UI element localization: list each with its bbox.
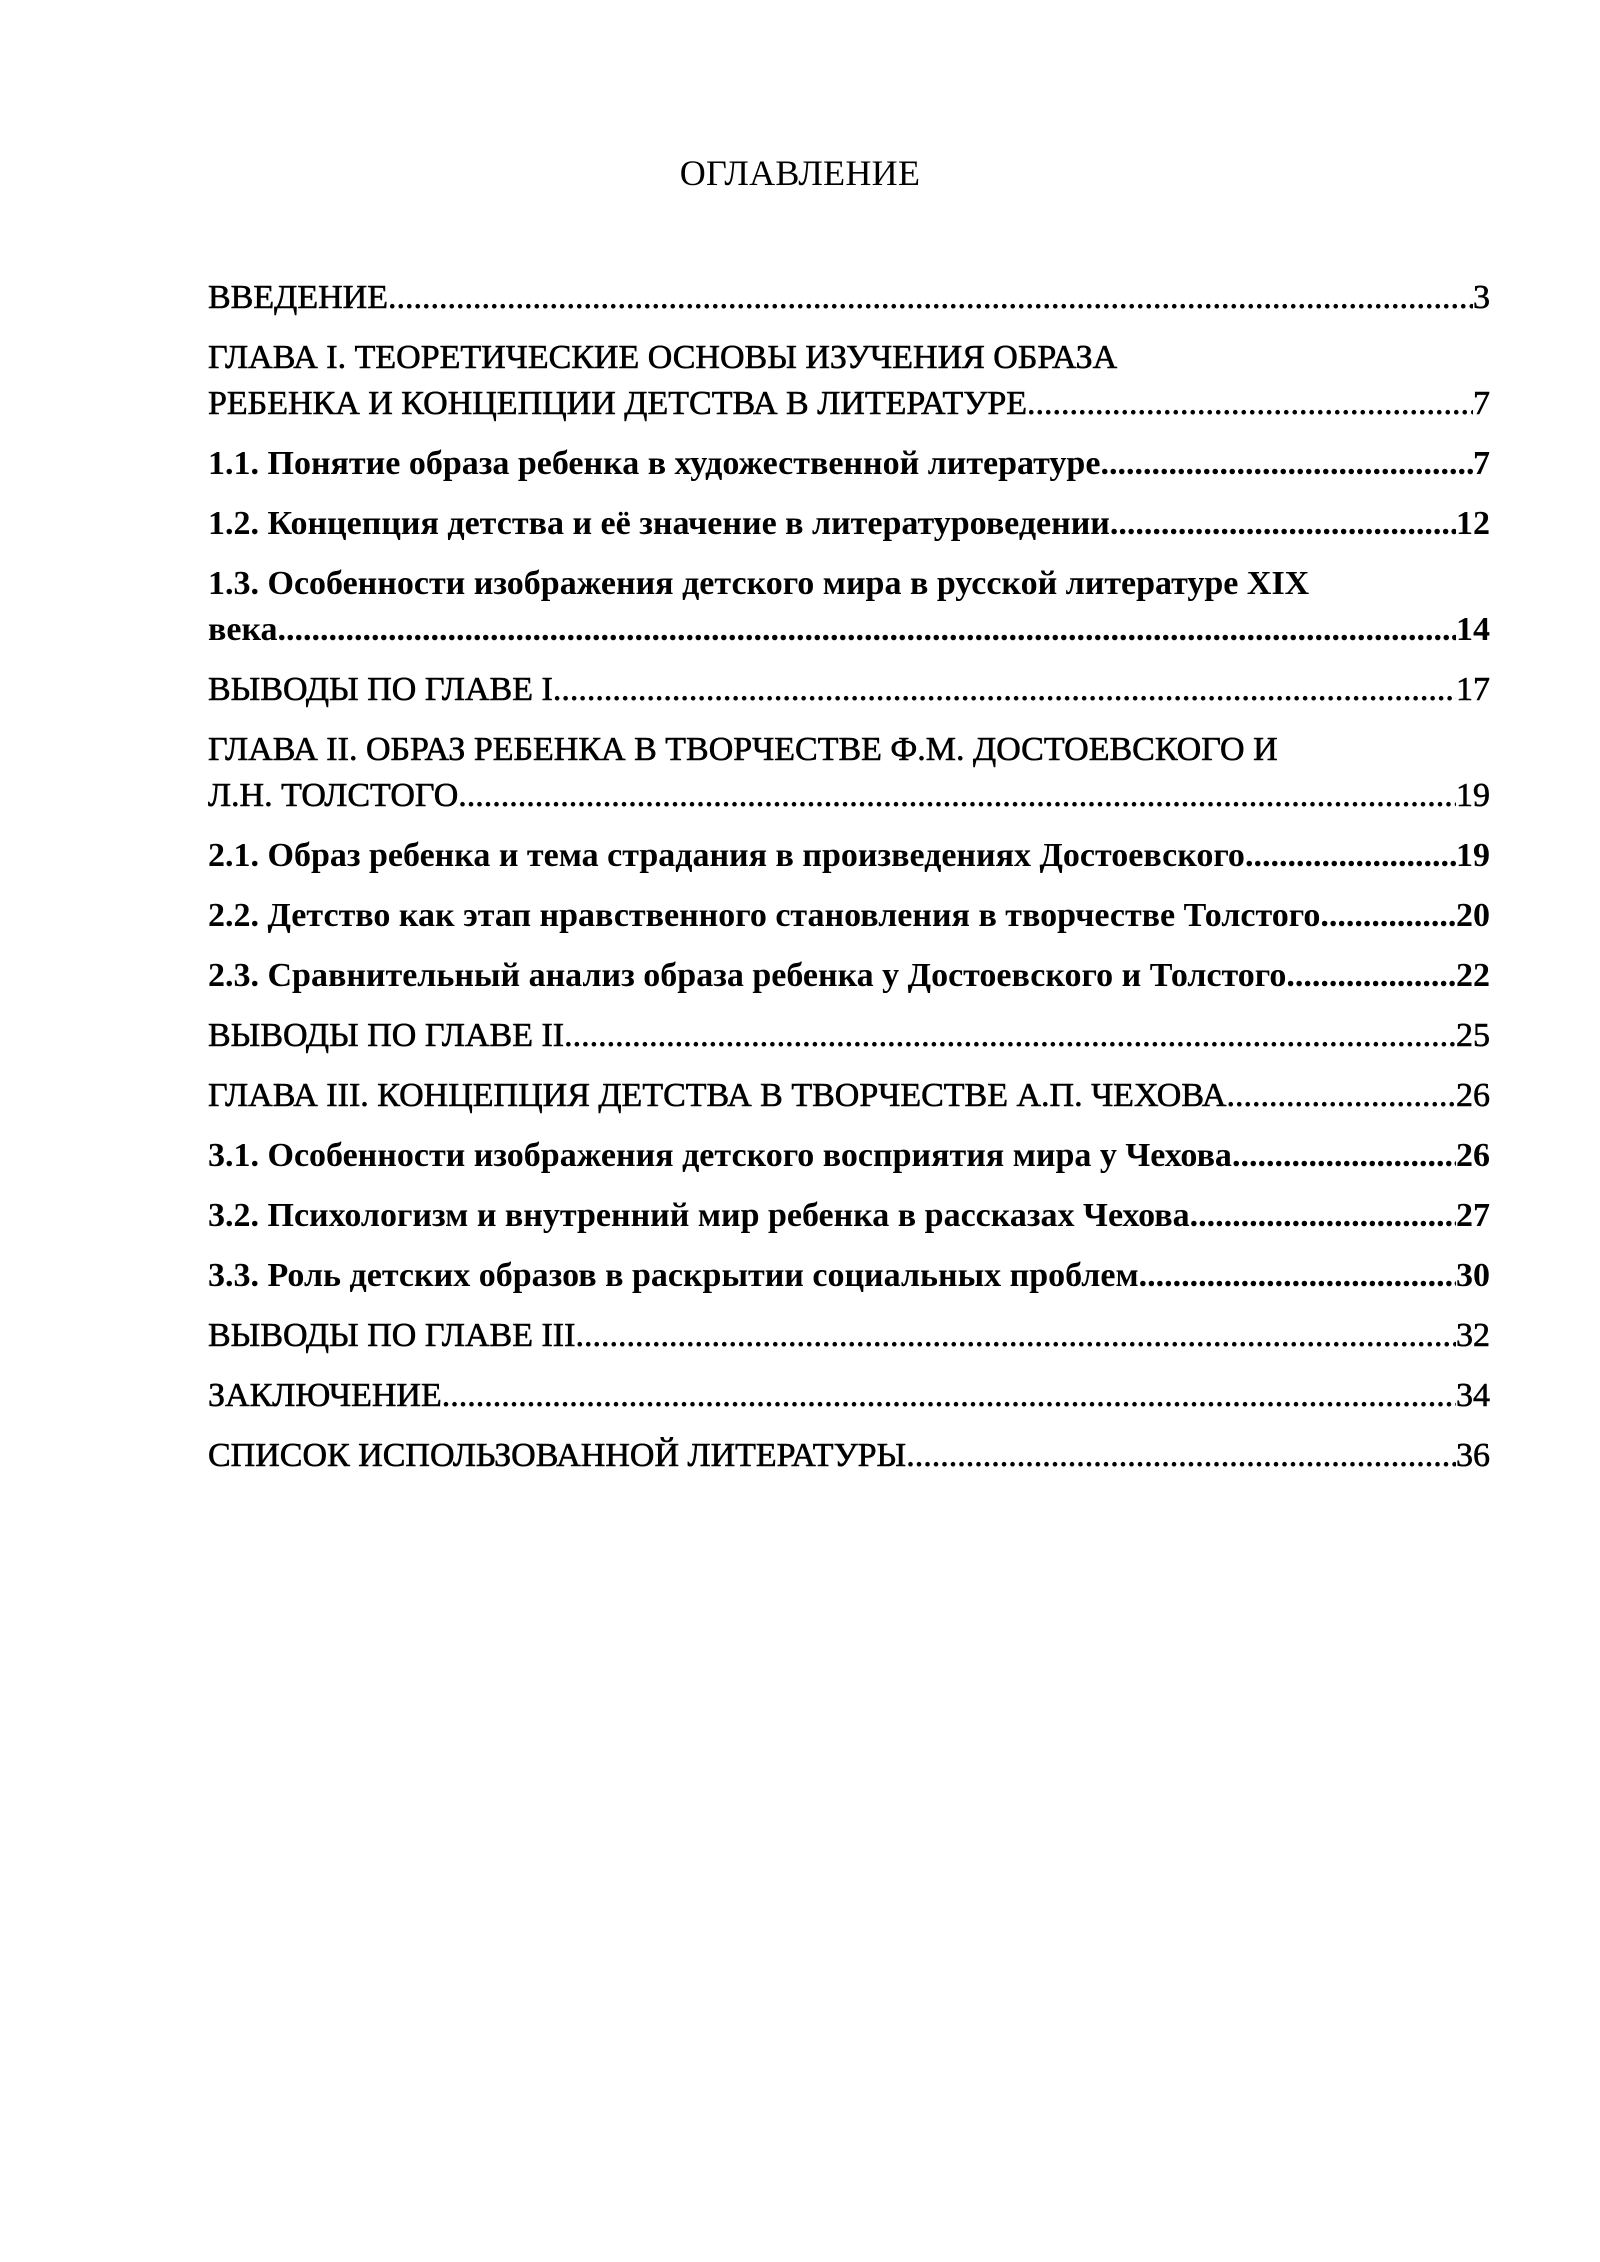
toc-entry-title: ВЫВОДЫ ПО ГЛАВЕ III	[208, 1317, 576, 1354]
dot-leader	[1286, 953, 1456, 999]
toc-entry-row	[208, 1313, 1490, 1359]
toc-entry[interactable]	[208, 727, 1490, 819]
dot-leader	[388, 275, 1473, 321]
toc-entry-title: СПИСОК ИСПОЛЬЗОВАННОЙ ЛИТЕРАТУРЫ	[208, 1437, 907, 1474]
dot-leader	[1226, 1073, 1456, 1119]
dot-leader	[1245, 833, 1456, 879]
toc-entry[interactable]	[208, 1073, 1490, 1119]
toc-page-number: 26	[1456, 1137, 1490, 1174]
dot-leader	[1232, 1133, 1456, 1179]
toc-page-number: 12	[1456, 505, 1490, 542]
dot-leader	[1027, 381, 1473, 427]
toc-entry[interactable]	[208, 1013, 1490, 1059]
toc-page-number: 22	[1456, 957, 1490, 994]
toc-entry[interactable]	[208, 1193, 1490, 1239]
toc-entry[interactable]	[208, 667, 1490, 713]
dot-leader	[278, 607, 1456, 653]
toc-heading: ОГЛАВЛЕНИЕ	[679, 153, 921, 193]
toc-page-number: 30	[1456, 1257, 1490, 1294]
toc-page-number: 7	[1473, 445, 1490, 482]
toc-entry-row	[208, 833, 1490, 879]
toc-entry-title: 2.3. Сравнительный анализ образа ребенка у Достоевского и Толстого	[208, 957, 1287, 994]
toc-entry-title: 3.3. Роль детских образов в раскрытии социальных проблем	[208, 1257, 1139, 1294]
toc-entry-row	[208, 1013, 1490, 1059]
toc-page-number: 36	[1456, 1437, 1490, 1474]
dot-leader	[906, 1433, 1456, 1479]
toc-entry-title: ЗАКЛЮЧЕНИЕ	[208, 1377, 442, 1414]
dot-leader	[1190, 1193, 1456, 1239]
toc-page-number: 3	[1473, 279, 1490, 316]
toc-entry-title: ВЫВОДЫ ПО ГЛАВЕ II	[208, 1017, 565, 1054]
toc-page-number: 19	[1456, 837, 1490, 874]
toc-entry-title: 2.1. Образ ребенка и тема страдания в произведениях Достоевского	[208, 837, 1245, 874]
toc-entry-title: века	[208, 611, 278, 648]
toc-entry-row	[208, 275, 1490, 321]
toc-entry[interactable]	[208, 1433, 1490, 1479]
toc-entry-row	[208, 1373, 1490, 1419]
toc-entry-title: 3.2. Психологизм и внутренний мир ребенка в рассказах Чехова	[208, 1197, 1190, 1234]
toc-entry-title-line: ГЛАВА I. ТЕОРЕТИЧЕСКИЕ ОСНОВЫ ИЗУЧЕНИЯ ОБРАЗА	[208, 339, 1118, 376]
toc-page-number: 20	[1456, 897, 1490, 934]
dot-leader	[442, 1373, 1456, 1419]
dot-leader	[553, 667, 1456, 713]
toc-page-number: 27	[1456, 1197, 1490, 1234]
toc-entry-title: 3.1. Особенности изображения детского восприятия мира у Чехова	[208, 1137, 1232, 1174]
toc-entry[interactable]	[208, 1313, 1490, 1359]
toc-entry-title-line: ГЛАВА II. ОБРАЗ РЕБЕНКА В ТВОРЧЕСТВЕ Ф.М. ДОСТОЕВСКОГО И	[208, 731, 1278, 768]
toc-entry-row	[208, 1193, 1490, 1239]
toc-entry-row	[208, 441, 1490, 487]
toc-entry-title: Л.Н. ТОЛСТОГО	[208, 777, 459, 814]
toc-entry[interactable]	[208, 1373, 1490, 1419]
toc-entry-row	[208, 1073, 1490, 1119]
toc-entry-title: ВЫВОДЫ ПО ГЛАВЕ I	[208, 671, 553, 708]
toc-page-number: 26	[1456, 1077, 1490, 1114]
toc-entry-row	[208, 1133, 1490, 1179]
toc-list	[208, 275, 1490, 1493]
toc-entry-row	[208, 953, 1490, 999]
toc-entry-title: ГЛАВА III. КОНЦЕПЦИЯ ДЕТСТВА В ТВОРЧЕСТВЕ А.П. ЧЕХОВА	[208, 1077, 1227, 1114]
toc-entry-title: 1.2. Концепция детства и её значение в литературоведении	[208, 505, 1110, 542]
toc-entry-row	[208, 1433, 1490, 1479]
toc-entry-row	[208, 667, 1490, 713]
dot-leader	[1139, 1253, 1456, 1299]
toc-entry-row	[208, 1253, 1490, 1299]
toc-entry-title: 1.1. Понятие образа ребенка в художественной литературе	[208, 445, 1101, 482]
toc-entry-row	[208, 607, 1490, 653]
dot-leader	[458, 773, 1456, 819]
toc-entry[interactable]	[208, 833, 1490, 879]
toc-page-number: 17	[1456, 671, 1490, 708]
toc-entry[interactable]	[208, 1253, 1490, 1299]
toc-entry-row	[208, 773, 1490, 819]
toc-entry-title: ВВЕДЕНИЕ	[208, 279, 388, 316]
toc-page-number: 32	[1456, 1317, 1490, 1354]
toc-page-number: 14	[1456, 611, 1490, 648]
dot-leader	[575, 1313, 1456, 1359]
toc-entry-row	[208, 501, 1490, 547]
toc-page-number: 25	[1456, 1017, 1490, 1054]
toc-entry[interactable]	[208, 275, 1490, 321]
toc-entry[interactable]	[208, 953, 1490, 999]
dot-leader	[1100, 441, 1473, 487]
toc-entry[interactable]	[208, 501, 1490, 547]
dot-leader	[564, 1013, 1456, 1059]
toc-entry[interactable]	[208, 1133, 1490, 1179]
toc-page-number: 19	[1456, 777, 1490, 814]
toc-page-number: 7	[1473, 385, 1490, 422]
toc-entry[interactable]	[208, 335, 1490, 427]
toc-entry-row	[208, 893, 1490, 939]
dot-leader	[1110, 501, 1456, 547]
toc-entry-row	[208, 381, 1490, 427]
toc-entry[interactable]	[208, 561, 1490, 653]
toc-entry-title: РЕБЕНКА И КОНЦЕПЦИИ ДЕТСТВА В ЛИТЕРАТУРЕ	[208, 385, 1028, 422]
toc-entry[interactable]	[208, 441, 1490, 487]
toc-page-number: 34	[1456, 1377, 1490, 1414]
toc-entry-title-line: 1.3. Особенности изображения детского мира в русской литературе XIX	[208, 565, 1310, 602]
toc-entry-title: 2.2. Детство как этап нравственного становления в творчестве Толстого	[208, 897, 1321, 934]
dot-leader	[1320, 893, 1456, 939]
toc-entry[interactable]	[208, 893, 1490, 939]
